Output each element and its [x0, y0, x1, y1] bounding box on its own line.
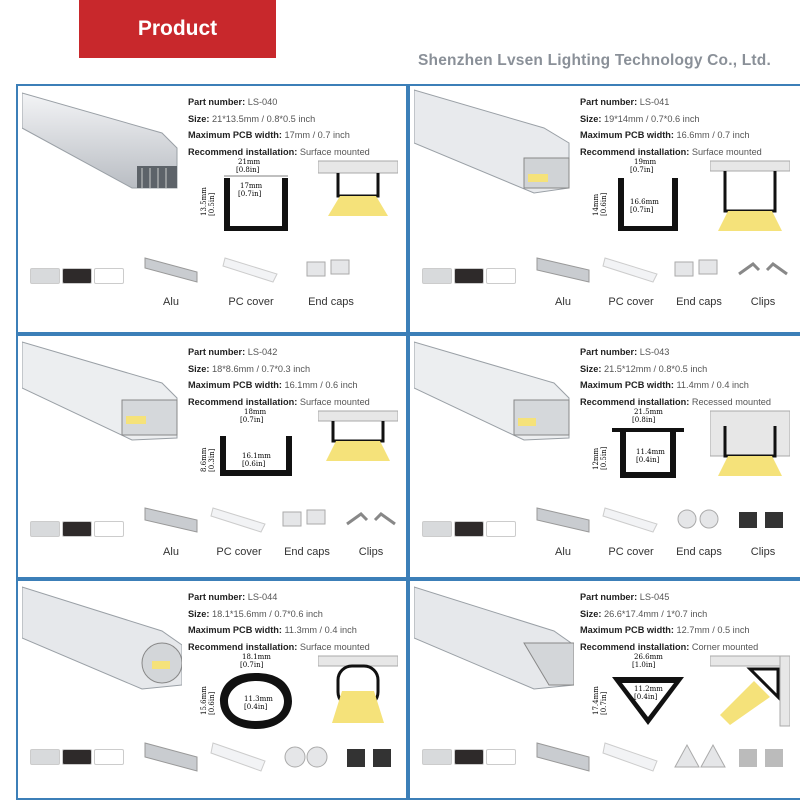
svg-text:15.6mm: 15.6mm: [200, 686, 208, 715]
swatch-white[interactable]: [94, 268, 124, 284]
swatch-black[interactable]: [454, 268, 484, 284]
svg-text:14mm: 14mm: [592, 193, 600, 216]
swatch-black[interactable]: [62, 268, 92, 284]
color-swatches: [422, 749, 516, 765]
installation-diagram: [318, 651, 398, 731]
pcb-value: 16.1mm / 0.6 inch: [284, 380, 358, 390]
clips-icon: [733, 504, 793, 534]
install-value: Surface mounted: [299, 641, 370, 652]
accessory-end-caps[interactable]: End caps: [664, 254, 734, 308]
svg-text:[0.7in]: [0.7in]: [238, 190, 262, 198]
product-banner: Product: [79, 0, 276, 58]
svg-text:16.6mm: 16.6mm: [630, 198, 659, 206]
pc-cover-icon: [209, 504, 269, 534]
svg-text:[0.7in]: [0.7in]: [600, 691, 608, 715]
size-value: 18*8.6mm / 0.7*0.3 inch: [212, 363, 311, 374]
svg-text:17mm: 17mm: [240, 182, 263, 190]
svg-text:[0.6in]: [0.6in]: [600, 192, 608, 216]
cross-section-diagram: [588, 406, 708, 486]
swatch-black[interactable]: [62, 749, 92, 765]
svg-text:21.5mm: 21.5mm: [634, 408, 663, 416]
accessory-alu[interactable]: Alu: [528, 254, 598, 308]
product-panel[interactable]: Part number: LS-041 Size: 19*14mm / 0.7*0.6 inch Maximum PCB width: 16.6mm / 0.7 inch Recommend installation: Surface mounted 19mm [0.7in] 16.6mm [0.7in] 14mm [0.6in] Alu PC cover End caps Clips: [408, 84, 800, 334]
alu-icon: [141, 254, 201, 284]
swatch-black[interactable]: [454, 521, 484, 537]
svg-text:11.4mm: 11.4mm: [636, 448, 665, 456]
svg-text:19mm: 19mm: [634, 158, 657, 166]
svg-text:[0.4in]: [0.4in]: [636, 456, 660, 464]
accessory-end-caps[interactable]: End caps: [272, 504, 342, 558]
swatch-silver[interactable]: [30, 268, 60, 284]
svg-text:17.4mm: 17.4mm: [592, 686, 600, 715]
svg-text:[0.6in]: [0.6in]: [242, 460, 266, 468]
alu-icon: [141, 739, 201, 775]
svg-text:[0.8in]: [0.8in]: [236, 166, 260, 174]
accessory-pc-cover[interactable]: PC cover: [596, 254, 666, 308]
install-value: Recessed mounted: [691, 396, 771, 407]
cross-section-diagram: [196, 156, 316, 236]
company-name: Shenzhen Lvsen Lighting Technology Co., Ltd.: [418, 52, 771, 69]
part-number: LS-041: [639, 97, 670, 107]
accessory-pc-cover[interactable]: PC cover: [216, 254, 286, 308]
accessory-alu[interactable]: [528, 739, 598, 775]
pc-cover-icon: [221, 254, 281, 284]
pc-cover-icon: [601, 739, 661, 775]
svg-text:[1.0in]: [1.0in]: [632, 661, 656, 669]
alu-icon: [533, 739, 593, 775]
end-caps-icon: [277, 739, 337, 775]
pcb-value: 16.6mm / 0.7 inch: [676, 130, 750, 140]
cross-section-diagram: [588, 156, 708, 236]
part-number: LS-044: [247, 592, 278, 602]
pc-cover-icon: [601, 504, 661, 534]
svg-text:[0.7in]: [0.7in]: [630, 166, 654, 174]
product-panel[interactable]: Part number: LS-045 Size: 26.6*17.4mm / 1*0.7 inch Maximum PCB width: 12.7mm / 0.5 inch Recommend installation: Corner mounted 26.6mm [1.0in] 11.2mm [0.4in] 17.4mm [0.7in]: [408, 579, 800, 800]
svg-text:13.5mm: 13.5mm: [200, 187, 208, 216]
accessory-pc-cover[interactable]: [596, 739, 666, 775]
svg-text:[0.4in]: [0.4in]: [244, 703, 268, 711]
accessory-end-caps[interactable]: [664, 739, 734, 775]
part-number: LS-043: [639, 347, 670, 357]
accessory-alu[interactable]: Alu: [136, 254, 206, 308]
svg-text:[0.4in]: [0.4in]: [634, 693, 658, 701]
size-value: 26.6*17.4mm / 1*0.7 inch: [604, 608, 708, 619]
swatch-black[interactable]: [62, 521, 92, 537]
swatch-white[interactable]: [486, 749, 516, 765]
accessory-alu[interactable]: [136, 739, 206, 775]
color-swatches: [30, 268, 124, 284]
end-caps-icon: [669, 739, 729, 775]
svg-text:21mm: 21mm: [238, 158, 261, 166]
install-value: Corner mounted: [691, 641, 759, 652]
svg-text:[0.6in]: [0.6in]: [208, 691, 216, 715]
pc-cover-icon: [601, 254, 661, 284]
installation-diagram: [318, 406, 398, 486]
accessory-pc-cover[interactable]: [204, 739, 274, 775]
accessory-clips[interactable]: Clips: [728, 504, 798, 558]
color-swatches: [422, 268, 516, 284]
accessory-pc-cover[interactable]: PC cover: [204, 504, 274, 558]
profile-photo: [414, 88, 574, 198]
size-value: 18.1*15.6mm / 0.7*0.6 inch: [212, 608, 323, 619]
pcb-value: 12.7mm / 0.5 inch: [676, 625, 750, 635]
product-panel[interactable]: Part number: LS-044 Size: 18.1*15.6mm / 0.7*0.6 inch Maximum PCB width: 11.3mm / 0.4 inch Recommend installation: Surface mounted 18.1mm [0.7in] 11.3mm [0.4in] 15.6mm [0.6in]: [16, 579, 408, 800]
part-number: LS-040: [247, 97, 278, 107]
alu-icon: [533, 504, 593, 534]
swatch-white[interactable]: [94, 521, 124, 537]
swatch-silver[interactable]: [422, 268, 452, 284]
svg-text:[0.7in]: [0.7in]: [240, 416, 264, 424]
end-caps-icon: [669, 504, 729, 534]
clips-icon: [733, 739, 793, 775]
color-swatches: [30, 521, 124, 537]
pcb-value: 11.4mm / 0.4 inch: [676, 380, 749, 390]
pcb-value: 11.3mm / 0.4 inch: [284, 625, 357, 635]
product-panel[interactable]: Part number: LS-043 Size: 21.5*12mm / 0.8*0.5 inch Maximum PCB width: 11.4mm / 0.4 inch Recommend installation: Recessed mounted 21.5mm [0.8in] 11.4mm [0.4in] 12mm [0.5in] Alu PC cover End caps Clips: [408, 334, 800, 579]
cross-section-diagram: [196, 651, 316, 731]
installation-diagram: [710, 406, 790, 486]
cross-section-diagram: [588, 651, 708, 731]
accessory-end-caps[interactable]: [272, 739, 342, 775]
swatch-white[interactable]: [94, 749, 124, 765]
svg-text:[0.5in]: [0.5in]: [208, 192, 216, 216]
accessory-end-caps[interactable]: End caps: [664, 504, 734, 558]
svg-text:[0.8in]: [0.8in]: [632, 416, 656, 424]
svg-text:8.6mm: 8.6mm: [200, 447, 208, 472]
alu-icon: [141, 504, 201, 534]
size-value: 21*13.5mm / 0.8*0.5 inch: [212, 113, 316, 124]
svg-text:26.6mm: 26.6mm: [634, 653, 663, 661]
pcb-value: 17mm / 0.7 inch: [284, 130, 350, 140]
installation-diagram: [318, 156, 398, 236]
svg-text:16.1mm: 16.1mm: [242, 452, 271, 460]
alu-icon: [533, 254, 593, 284]
svg-text:18.1mm: 18.1mm: [242, 653, 271, 661]
installation-diagram: [710, 651, 790, 731]
svg-text:[0.3in]: [0.3in]: [208, 448, 216, 472]
profile-photo: [22, 88, 182, 198]
svg-text:12mm: 12mm: [592, 447, 600, 470]
accessory-clips[interactable]: [336, 739, 406, 775]
product-grid: [16, 84, 800, 800]
end-caps-icon: [301, 254, 361, 284]
svg-text:11.2mm: 11.2mm: [634, 685, 663, 693]
swatch-black[interactable]: [454, 749, 484, 765]
swatch-silver[interactable]: [30, 521, 60, 537]
part-number: LS-045: [639, 592, 670, 602]
accessory-end-caps[interactable]: End caps: [296, 254, 366, 308]
size-value: 19*14mm / 0.7*0.6 inch: [604, 113, 700, 124]
svg-text:18mm: 18mm: [244, 408, 267, 416]
accessory-clips[interactable]: Clips: [336, 504, 406, 558]
color-swatches: [30, 749, 124, 765]
swatch-silver[interactable]: [422, 521, 452, 537]
svg-text:11.3mm: 11.3mm: [244, 695, 273, 703]
size-value: 21.5*12mm / 0.8*0.5 inch: [604, 363, 708, 374]
profile-photo: [22, 338, 182, 448]
svg-text:[0.7in]: [0.7in]: [240, 661, 264, 669]
swatch-silver[interactable]: [422, 749, 452, 765]
install-value: Surface mounted: [299, 396, 370, 407]
swatch-white[interactable]: [486, 268, 516, 284]
profile-photo: [22, 583, 182, 693]
svg-text:[0.7in]: [0.7in]: [630, 206, 654, 214]
svg-text:[0.5in]: [0.5in]: [600, 446, 608, 470]
clips-icon: [341, 739, 401, 775]
product-panel[interactable]: Part number: LS-040 Size: 21*13.5mm / 0.8*0.5 inch Maximum PCB width: 17mm / 0.7 inch Recommend installation: Surface mounted 21mm [0.8in] 17mm [0.7in] 13.5mm [0.5in] Alu PC cover End caps: [16, 84, 408, 334]
product-panel[interactable]: Part number: LS-042 Size: 18*8.6mm / 0.7*0.3 inch Maximum PCB width: 16.1mm / 0.6 inch Recommend installation: Surface mounted 18mm [0.7in] 16.1mm [0.6in] 8.6mm [0.3in] Alu PC cover End caps Clips: [16, 334, 408, 579]
color-swatches: [422, 521, 516, 537]
swatch-silver[interactable]: [30, 749, 60, 765]
swatch-white[interactable]: [486, 521, 516, 537]
accessory-alu[interactable]: Alu: [528, 504, 598, 558]
accessory-alu[interactable]: Alu: [136, 504, 206, 558]
accessory-pc-cover[interactable]: PC cover: [596, 504, 666, 558]
clips-icon: [341, 504, 401, 534]
accessory-clips[interactable]: [728, 739, 798, 775]
installation-diagram: [710, 156, 790, 236]
cross-section-diagram: [196, 406, 316, 486]
install-value: Surface mounted: [691, 146, 762, 157]
end-caps-icon: [277, 504, 337, 534]
profile-photo: [414, 338, 574, 448]
install-value: Surface mounted: [299, 146, 370, 157]
profile-photo: [414, 583, 574, 693]
accessory-clips[interactable]: Clips: [728, 254, 798, 308]
pc-cover-icon: [209, 739, 269, 775]
part-number: LS-042: [247, 347, 278, 357]
end-caps-icon: [669, 254, 729, 284]
clips-icon: [733, 254, 793, 284]
